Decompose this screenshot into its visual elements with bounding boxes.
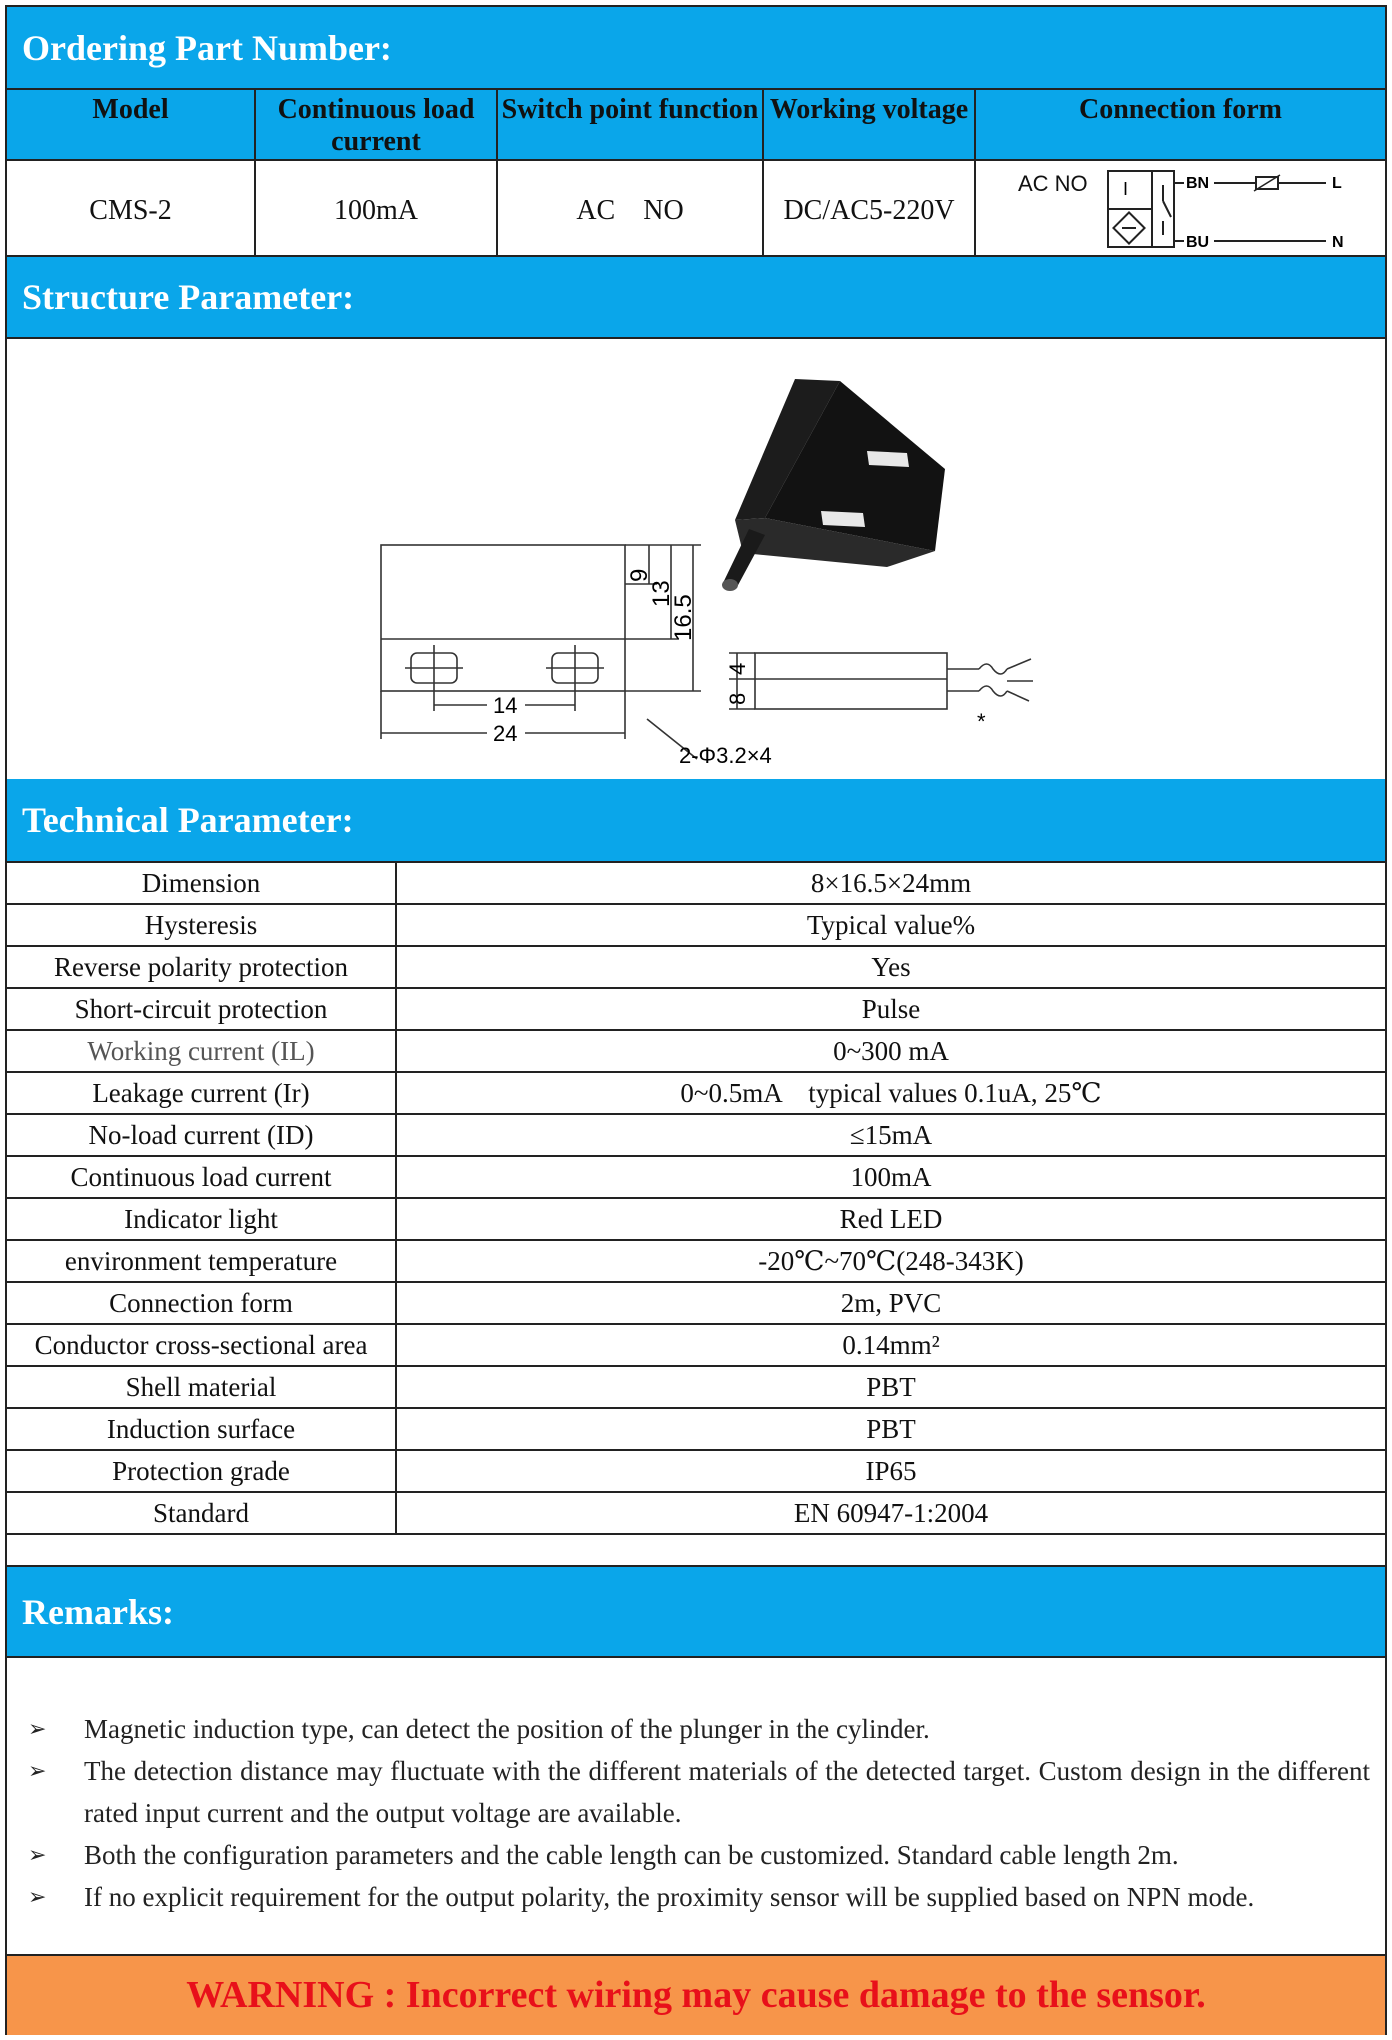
side-view-drawing [729, 653, 1033, 709]
dim-13: 13 [648, 580, 675, 607]
tech-label: Short-circuit protection [7, 988, 396, 1030]
dim-9: 9 [626, 568, 653, 582]
remark-text: Both the configuration parameters and the cable length can be customized. Standard cable length 2m. [84, 1840, 1179, 1870]
tech-label: Connection form [7, 1282, 396, 1324]
wiring-bn: BN [1186, 175, 1210, 192]
wiring-bu: BU [1186, 234, 1210, 251]
wiring-n: N [1332, 234, 1344, 251]
remark-item [22, 1834, 1370, 1876]
tech-label: Protection grade [7, 1450, 396, 1492]
tech-value: 0~0.5mA typical values 0.1uA, 25℃ [396, 1072, 1385, 1114]
tech-label: Induction surface [7, 1408, 396, 1450]
front-view-drawing [381, 545, 701, 759]
tech-label: Shell material [7, 1366, 396, 1408]
tech-value: Yes [396, 946, 1385, 988]
tech-label: Reverse polarity protection [7, 946, 396, 988]
ordering-header-model: Model [7, 90, 255, 160]
tech-row [7, 904, 1385, 946]
tech-value: IP65 [396, 1450, 1385, 1492]
ordering-header-connection: Connection form [975, 90, 1385, 160]
ordering-header-row [7, 90, 1385, 160]
ordering-heading [7, 7, 1385, 90]
tech-row [7, 1408, 1385, 1450]
tech-label: Dimension [7, 863, 396, 904]
arrow-bullet-icon: ➢ [28, 1842, 47, 1867]
tech-label: Leakage current (Ir) [7, 1072, 396, 1114]
tech-value: Red LED [396, 1198, 1385, 1240]
tech-label: Standard [7, 1492, 396, 1534]
structure-heading [7, 255, 1385, 339]
tech-row [7, 1450, 1385, 1492]
tech-value: PBT [396, 1408, 1385, 1450]
tech-label: environment temperature [7, 1240, 396, 1282]
tech-label: Working current (IL) [7, 1030, 396, 1072]
ordering-connection [975, 160, 1385, 262]
tech-row [7, 1282, 1385, 1324]
remarks-heading-text: Remarks: [22, 1591, 174, 1632]
tech-row [7, 1240, 1385, 1282]
datasheet-page [5, 5, 1387, 2035]
tech-row [7, 1324, 1385, 1366]
tech-row [7, 863, 1385, 904]
structure-heading-text: Structure Parameter: [22, 277, 355, 317]
remark-text: If no explicit requirement for the output polarity, the proximity sensor will be supplied based on NPN mode. [84, 1882, 1255, 1912]
technical-heading-text: Technical Parameter: [22, 800, 354, 840]
ordering-function: AC NO [497, 160, 763, 262]
ordering-header-current: Continuous load current [255, 90, 497, 160]
tech-row [7, 1198, 1385, 1240]
connection-type-label: AC NO [1018, 171, 1088, 196]
tech-value: Pulse [396, 988, 1385, 1030]
ordering-voltage: DC/AC5-220V [763, 160, 975, 262]
remarks-heading [7, 1565, 1385, 1658]
tech-value: 0.14mm² [396, 1324, 1385, 1366]
ordering-model: CMS-2 [7, 160, 255, 262]
tech-row [7, 946, 1385, 988]
wiring-diagram [1106, 165, 1366, 255]
tech-value: ≤15mA [396, 1114, 1385, 1156]
dim-24: 24 [493, 721, 518, 746]
tech-value: PBT [396, 1366, 1385, 1408]
tech-label: Conductor cross-sectional area [7, 1324, 396, 1366]
tech-label: Hysteresis [7, 904, 396, 946]
technical-heading [7, 779, 1385, 863]
tech-row [7, 1030, 1385, 1072]
tech-row [7, 988, 1385, 1030]
ordering-heading-text: Ordering Part Number: [22, 27, 392, 68]
dim-8: 8 [725, 692, 750, 705]
remark-item [22, 1876, 1370, 1918]
tech-row [7, 1072, 1385, 1114]
tech-value: Typical value% [396, 904, 1385, 946]
ordering-header-function: Switch point function [497, 90, 763, 160]
dim-16-5: 16.5 [670, 594, 697, 641]
tech-row [7, 1114, 1385, 1156]
arrow-bullet-icon: ➢ [28, 1884, 47, 1909]
arrow-bullet-icon: ➢ [28, 1716, 47, 1741]
remark-text: Magnetic induction type, can detect the position of the plunger in the cylinder. [84, 1714, 930, 1744]
wiring-symbol: I [1123, 179, 1129, 199]
structure-drawing-area [7, 339, 1385, 781]
technical-table [7, 863, 1385, 1535]
tech-label: Continuous load current [7, 1156, 396, 1198]
wiring-l: L [1332, 175, 1342, 192]
remark-item [22, 1750, 1370, 1834]
dim-4: 4 [725, 662, 750, 675]
tech-value: 8×16.5×24mm [396, 863, 1385, 904]
remark-text: The detection distance may fluctuate with the different materials of the detected target. Custom design in the different rated input current and the output voltage are available. [84, 1756, 1370, 1828]
ordering-current: 100mA [255, 160, 497, 262]
tech-label: No-load current (ID) [7, 1114, 396, 1156]
warning-banner [7, 1954, 1385, 2035]
tech-value: 100mA [396, 1156, 1385, 1198]
tech-value: -20℃~70℃(248-343K) [396, 1240, 1385, 1282]
structure-drawing [7, 339, 1385, 779]
sensor-photo [722, 379, 945, 591]
ordering-header-voltage: Working voltage [763, 90, 975, 160]
ordering-table [7, 90, 1385, 263]
tech-value: 0~300 mA [396, 1030, 1385, 1072]
tech-value: EN 60947-1:2004 [396, 1492, 1385, 1534]
tech-label: Indicator light [7, 1198, 396, 1240]
arrow-bullet-icon: ➢ [28, 1758, 47, 1783]
remark-item [22, 1708, 1370, 1750]
remarks-body [7, 1658, 1385, 1954]
tech-row [7, 1156, 1385, 1198]
warning-text: WARNING : Incorrect wiring may cause damage to the sensor. [186, 1974, 1206, 2016]
tech-row [7, 1492, 1385, 1534]
remarks-list [7, 1658, 1385, 1918]
tech-value: 2m, PVC [396, 1282, 1385, 1324]
dim-holes: 2-Φ3.2×4 [679, 743, 772, 768]
tech-row [7, 1366, 1385, 1408]
cable-star: * [977, 709, 986, 734]
dim-14: 14 [493, 693, 518, 718]
ordering-data-row [7, 160, 1385, 262]
